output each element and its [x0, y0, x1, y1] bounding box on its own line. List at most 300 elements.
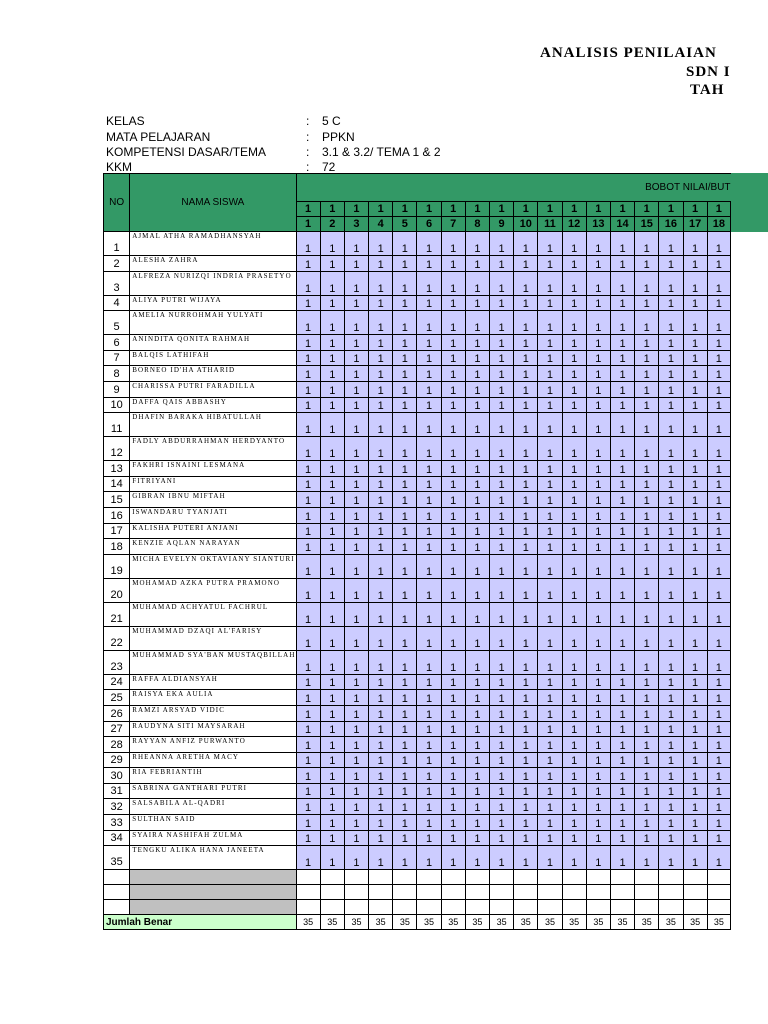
empty-score-cell [320, 870, 344, 885]
score-cell: 1 [369, 350, 393, 366]
student-row [104, 492, 731, 508]
score-cell: 1 [465, 476, 489, 492]
empty-score-cell [514, 870, 538, 885]
score-cell: 1 [369, 476, 393, 492]
score-cell: 1 [490, 674, 514, 690]
score-cell: 1 [320, 752, 344, 768]
score-cell: 1 [490, 311, 514, 335]
total-cell: 35 [610, 915, 634, 930]
score-cell: 1 [344, 602, 368, 626]
score-cell: 1 [586, 602, 610, 626]
item-number-cell: 4 [369, 217, 393, 232]
score-cell: 1 [635, 256, 659, 272]
score-cell: 1 [490, 437, 514, 461]
student-row [104, 578, 731, 602]
student-number: 2 [104, 256, 130, 272]
score-cell: 1 [393, 271, 417, 295]
score-cell: 1 [296, 674, 320, 690]
score-cell: 1 [707, 366, 730, 382]
total-cell: 35 [586, 915, 610, 930]
score-cell: 1 [320, 350, 344, 366]
score-cell: 1 [320, 232, 344, 256]
score-cell: 1 [514, 232, 538, 256]
score-cell: 1 [514, 815, 538, 831]
weight-cell: 1 [610, 202, 634, 217]
score-cell: 1 [369, 523, 393, 539]
total-cell: 35 [296, 915, 320, 930]
score-cell: 1 [296, 752, 320, 768]
score-cell: 1 [369, 752, 393, 768]
score-cell: 1 [441, 523, 465, 539]
score-cell: 1 [562, 381, 586, 397]
score-cell: 1 [320, 492, 344, 508]
student-row [104, 271, 731, 295]
score-cell: 1 [441, 705, 465, 721]
score-cell: 1 [683, 815, 707, 831]
score-cell: 1 [417, 650, 441, 674]
empty-score-cell [586, 870, 610, 885]
score-cell: 1 [344, 461, 368, 477]
student-row [104, 768, 731, 784]
student-name: ANINDITA QONITA RAHMAH [130, 335, 296, 351]
score-cell: 1 [538, 768, 562, 784]
score-cell: 1 [562, 311, 586, 335]
score-cell: 1 [296, 461, 320, 477]
header-overflow-band [731, 173, 768, 232]
score-cell: 1 [659, 846, 683, 870]
score-cell: 1 [344, 674, 368, 690]
score-cell: 1 [586, 768, 610, 784]
score-cell: 1 [296, 815, 320, 831]
score-cell: 1 [465, 674, 489, 690]
student-name: MUHAMMAD SYA'BAN MUSTAQBILLAH [130, 650, 296, 674]
score-cell: 1 [393, 437, 417, 461]
score-cell: 1 [707, 578, 730, 602]
empty-score-cell [393, 900, 417, 915]
score-cell: 1 [514, 737, 538, 753]
score-cell: 1 [465, 523, 489, 539]
score-cell: 1 [465, 578, 489, 602]
score-cell: 1 [490, 815, 514, 831]
score-cell: 1 [296, 381, 320, 397]
score-cell: 1 [538, 602, 562, 626]
score-cell: 1 [320, 437, 344, 461]
score-cell: 1 [465, 492, 489, 508]
score-cell: 1 [562, 539, 586, 555]
score-cell: 1 [369, 335, 393, 351]
score-cell: 1 [562, 578, 586, 602]
score-cell: 1 [707, 721, 730, 737]
score-cell: 1 [465, 295, 489, 311]
score-cell: 1 [659, 690, 683, 706]
score-cell: 1 [683, 554, 707, 578]
score-cell: 1 [538, 578, 562, 602]
score-cell: 1 [659, 830, 683, 846]
score-cell: 1 [465, 846, 489, 870]
score-cell: 1 [562, 523, 586, 539]
score-cell: 1 [514, 690, 538, 706]
score-cell: 1 [683, 799, 707, 815]
score-cell: 1 [514, 830, 538, 846]
score-cell: 1 [659, 799, 683, 815]
score-cell: 1 [659, 721, 683, 737]
weight-cell: 1 [490, 202, 514, 217]
score-cell: 1 [538, 830, 562, 846]
total-cell: 35 [635, 915, 659, 930]
score-cell: 1 [514, 554, 538, 578]
score-cell: 1 [417, 437, 441, 461]
student-number: 31 [104, 783, 130, 799]
score-cell: 1 [393, 650, 417, 674]
score-cell: 1 [635, 721, 659, 737]
score-cell: 1 [465, 397, 489, 413]
score-cell: 1 [562, 737, 586, 753]
score-cell: 1 [683, 737, 707, 753]
empty-score-cell [441, 885, 465, 900]
score-cell: 1 [683, 507, 707, 523]
score-cell: 1 [344, 437, 368, 461]
score-cell: 1 [538, 752, 562, 768]
score-cell: 1 [707, 492, 730, 508]
empty-score-cell [707, 870, 730, 885]
score-cell: 1 [586, 752, 610, 768]
item-number-cell: 15 [635, 217, 659, 232]
empty-score-cell [683, 870, 707, 885]
score-cell: 1 [610, 413, 634, 437]
score-cell: 1 [683, 271, 707, 295]
score-cell: 1 [610, 846, 634, 870]
score-cell: 1 [417, 397, 441, 413]
score-cell: 1 [417, 830, 441, 846]
score-cell: 1 [538, 271, 562, 295]
student-name: SULTHAN SAID [130, 815, 296, 831]
score-cell: 1 [586, 437, 610, 461]
student-number: 26 [104, 705, 130, 721]
score-cell: 1 [417, 783, 441, 799]
score-cell: 1 [538, 815, 562, 831]
score-cell: 1 [683, 578, 707, 602]
item-number-cell: 18 [707, 217, 730, 232]
student-name: SYAIRA NASHIFAH ZULMA [130, 830, 296, 846]
score-cell: 1 [320, 397, 344, 413]
score-cell: 1 [707, 705, 730, 721]
score-cell: 1 [610, 492, 634, 508]
score-cell: 1 [369, 295, 393, 311]
score-cell: 1 [514, 350, 538, 366]
score-cell: 1 [562, 815, 586, 831]
score-cell: 1 [635, 437, 659, 461]
score-cell: 1 [296, 602, 320, 626]
score-cell: 1 [441, 295, 465, 311]
score-cell: 1 [707, 799, 730, 815]
score-cell: 1 [635, 523, 659, 539]
score-cell: 1 [635, 815, 659, 831]
score-cell: 1 [393, 626, 417, 650]
student-name: BORNEO ID'HA ATHARID [130, 366, 296, 382]
score-cell: 1 [514, 271, 538, 295]
score-cell: 1 [417, 381, 441, 397]
score-cell: 1 [683, 335, 707, 351]
score-cell: 1 [586, 815, 610, 831]
score-cell: 1 [296, 783, 320, 799]
score-cell: 1 [441, 721, 465, 737]
score-cell: 1 [465, 752, 489, 768]
score-cell: 1 [635, 578, 659, 602]
score-cell: 1 [441, 783, 465, 799]
score-cell: 1 [465, 690, 489, 706]
student-row [104, 539, 731, 555]
score-cell: 1 [635, 674, 659, 690]
score-cell: 1 [417, 507, 441, 523]
student-number: 20 [104, 578, 130, 602]
weight-cell: 1 [562, 202, 586, 217]
score-cell: 1 [320, 311, 344, 335]
student-name: RIA FEBRIANTIH [130, 768, 296, 784]
score-cell: 1 [490, 461, 514, 477]
score-cell: 1 [441, 768, 465, 784]
score-cell: 1 [441, 413, 465, 437]
score-cell: 1 [344, 476, 368, 492]
score-cell: 1 [441, 578, 465, 602]
score-cell: 1 [490, 602, 514, 626]
item-number-cell: 7 [441, 217, 465, 232]
score-cell: 1 [441, 232, 465, 256]
score-cell: 1 [635, 507, 659, 523]
score-cell: 1 [490, 721, 514, 737]
student-number: 24 [104, 674, 130, 690]
score-cell: 1 [538, 705, 562, 721]
score-cell: 1 [635, 626, 659, 650]
score-cell: 1 [635, 737, 659, 753]
score-cell: 1 [369, 492, 393, 508]
score-cell: 1 [610, 626, 634, 650]
score-cell: 1 [417, 721, 441, 737]
score-cell: 1 [610, 295, 634, 311]
school-name: SDN I [686, 64, 731, 80]
score-cell: 1 [562, 397, 586, 413]
student-name: ALIYA PUTRI WIJAYA [130, 295, 296, 311]
score-cell: 1 [707, 507, 730, 523]
student-name: BALQIS LATHIFAH [130, 350, 296, 366]
score-cell: 1 [465, 602, 489, 626]
student-number: 30 [104, 768, 130, 784]
score-cell: 1 [659, 674, 683, 690]
score-cell: 1 [296, 799, 320, 815]
score-cell: 1 [344, 381, 368, 397]
score-cell: 1 [296, 507, 320, 523]
score-cell: 1 [490, 768, 514, 784]
score-cell: 1 [344, 366, 368, 382]
score-cell: 1 [562, 768, 586, 784]
score-cell: 1 [465, 350, 489, 366]
empty-score-cell [344, 870, 368, 885]
score-cell: 1 [586, 381, 610, 397]
total-cell: 35 [344, 915, 368, 930]
score-cell: 1 [490, 295, 514, 311]
student-row [104, 523, 731, 539]
score-cell: 1 [417, 335, 441, 351]
score-cell: 1 [562, 350, 586, 366]
student-name: MUHAMAD ACHYATUL FACHRUL [130, 602, 296, 626]
score-table [103, 173, 731, 930]
score-cell: 1 [393, 830, 417, 846]
score-cell: 1 [683, 492, 707, 508]
score-cell: 1 [610, 539, 634, 555]
empty-score-cell [490, 900, 514, 915]
score-cell: 1 [369, 674, 393, 690]
report-title: ANALISIS PENILAIAN [540, 45, 717, 61]
score-cell: 1 [320, 507, 344, 523]
score-cell: 1 [296, 846, 320, 870]
score-cell: 1 [610, 737, 634, 753]
score-cell: 1 [659, 437, 683, 461]
score-cell: 1 [514, 650, 538, 674]
student-row [104, 397, 731, 413]
score-cell: 1 [441, 690, 465, 706]
score-cell: 1 [393, 602, 417, 626]
weight-cell: 1 [707, 202, 730, 217]
score-cell: 1 [538, 232, 562, 256]
score-cell: 1 [296, 578, 320, 602]
score-cell: 1 [538, 381, 562, 397]
score-cell: 1 [538, 311, 562, 335]
score-cell: 1 [465, 815, 489, 831]
score-cell: 1 [417, 737, 441, 753]
score-cell: 1 [417, 554, 441, 578]
score-cell: 1 [441, 737, 465, 753]
student-number: 11 [104, 413, 130, 437]
score-cell: 1 [707, 690, 730, 706]
empty-name [130, 900, 296, 915]
empty-number [104, 885, 130, 900]
student-name: MUHAMMAD DZAQI AL'FARISY [130, 626, 296, 650]
score-cell: 1 [344, 413, 368, 437]
score-cell: 1 [586, 350, 610, 366]
weight-cell: 1 [659, 202, 683, 217]
score-cell: 1 [586, 737, 610, 753]
score-cell: 1 [683, 830, 707, 846]
score-cell: 1 [707, 554, 730, 578]
score-cell: 1 [610, 523, 634, 539]
empty-number [104, 870, 130, 885]
score-cell: 1 [635, 232, 659, 256]
score-cell: 1 [514, 437, 538, 461]
total-cell: 35 [683, 915, 707, 930]
score-cell: 1 [417, 295, 441, 311]
student-row [104, 413, 731, 437]
score-cell: 1 [538, 690, 562, 706]
student-number: 19 [104, 554, 130, 578]
score-cell: 1 [344, 799, 368, 815]
score-cell: 1 [538, 492, 562, 508]
score-cell: 1 [344, 690, 368, 706]
score-cell: 1 [490, 335, 514, 351]
score-cell: 1 [586, 799, 610, 815]
score-cell: 1 [393, 507, 417, 523]
score-cell: 1 [490, 476, 514, 492]
student-row [104, 690, 731, 706]
score-cell: 1 [369, 539, 393, 555]
score-cell: 1 [538, 721, 562, 737]
weight-cell: 1 [393, 202, 417, 217]
score-cell: 1 [320, 705, 344, 721]
score-cell: 1 [562, 437, 586, 461]
student-row [104, 626, 731, 650]
score-cell: 1 [707, 815, 730, 831]
info-label: KELAS [106, 114, 145, 128]
score-cell: 1 [490, 830, 514, 846]
student-number: 16 [104, 507, 130, 523]
score-cell: 1 [586, 492, 610, 508]
student-number: 14 [104, 476, 130, 492]
score-cell: 1 [538, 461, 562, 477]
score-cell: 1 [514, 721, 538, 737]
score-cell: 1 [562, 799, 586, 815]
weight-cell: 1 [320, 202, 344, 217]
student-row [104, 783, 731, 799]
total-cell: 35 [441, 915, 465, 930]
score-cell: 1 [562, 413, 586, 437]
score-cell: 1 [465, 737, 489, 753]
score-cell: 1 [296, 256, 320, 272]
score-cell: 1 [538, 554, 562, 578]
score-cell: 1 [465, 768, 489, 784]
score-cell: 1 [683, 295, 707, 311]
empty-score-cell [635, 870, 659, 885]
score-cell: 1 [562, 335, 586, 351]
score-cell: 1 [659, 705, 683, 721]
score-cell: 1 [441, 350, 465, 366]
student-row [104, 381, 731, 397]
score-cell: 1 [610, 232, 634, 256]
score-cell: 1 [683, 783, 707, 799]
score-cell: 1 [635, 335, 659, 351]
score-cell: 1 [538, 437, 562, 461]
empty-score-cell [441, 900, 465, 915]
score-cell: 1 [296, 523, 320, 539]
empty-score-cell [610, 870, 634, 885]
score-cell: 1 [465, 366, 489, 382]
score-cell: 1 [538, 413, 562, 437]
score-cell: 1 [320, 768, 344, 784]
score-cell: 1 [393, 846, 417, 870]
score-cell: 1 [393, 721, 417, 737]
score-cell: 1 [369, 705, 393, 721]
score-cell: 1 [320, 256, 344, 272]
score-cell: 1 [344, 650, 368, 674]
score-cell: 1 [344, 768, 368, 784]
student-name: ISWANDARU TYANJATI [130, 507, 296, 523]
info-label: MATA PELAJARAN [106, 130, 211, 144]
student-name: RAYYAN ANFIZ PURWANTO [130, 737, 296, 753]
score-cell: 1 [538, 626, 562, 650]
score-cell: 1 [320, 737, 344, 753]
score-cell: 1 [369, 830, 393, 846]
score-cell: 1 [369, 737, 393, 753]
student-row [104, 461, 731, 477]
score-cell: 1 [562, 492, 586, 508]
score-cell: 1 [562, 705, 586, 721]
item-number-cell: 6 [417, 217, 441, 232]
score-cell: 1 [514, 256, 538, 272]
empty-score-cell [320, 900, 344, 915]
info-colon: : [306, 114, 310, 128]
score-cell: 1 [707, 232, 730, 256]
student-row [104, 705, 731, 721]
score-cell: 1 [490, 626, 514, 650]
score-cell: 1 [635, 705, 659, 721]
score-cell: 1 [441, 815, 465, 831]
